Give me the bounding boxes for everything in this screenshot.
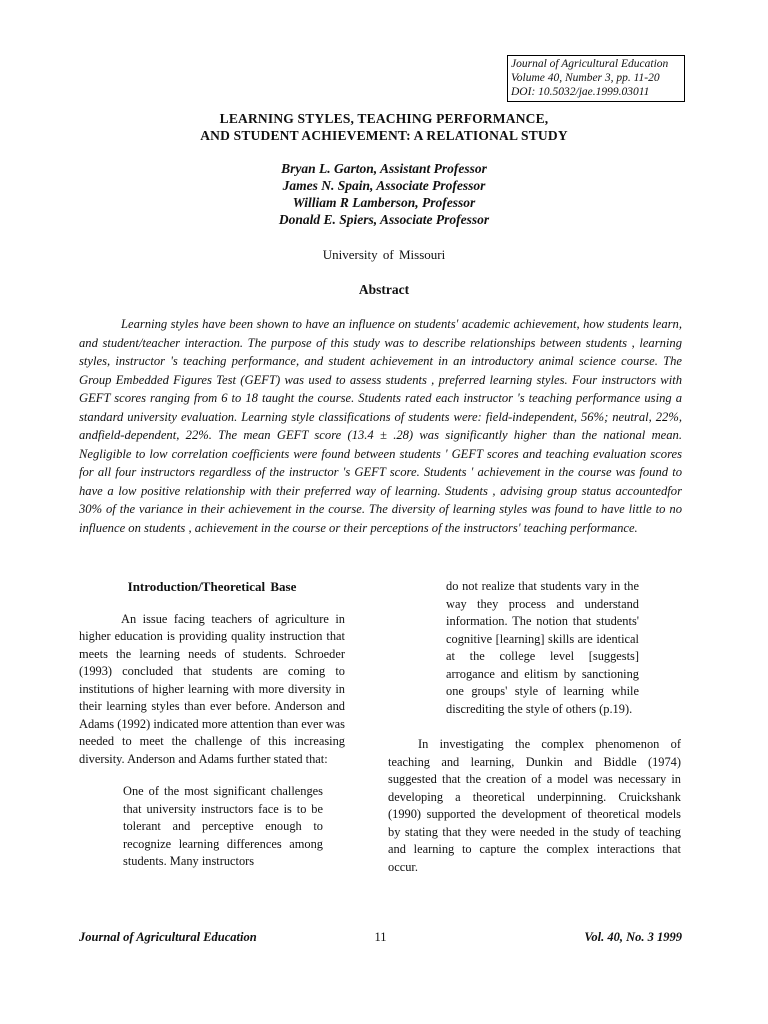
affiliation: University of Missouri: [322, 247, 446, 262]
citation-doi: DOI: 10.5032/jae.1999.03011: [511, 86, 650, 98]
paper-title: [0, 110, 768, 144]
left-column: [79, 578, 345, 871]
author-2: James N. Spain, Associate Professor: [282, 178, 486, 193]
right-column: [388, 578, 681, 876]
author-4: Donald E. Spiers, Associate Professor: [278, 212, 490, 227]
citation-box: [507, 55, 685, 102]
footer-journal: Journal of Agricultural Education: [79, 930, 257, 944]
citation-volume: Volume 40, Number 3, pp. 11-20: [511, 72, 660, 84]
author-3: William R Lamberson, Professor: [292, 195, 476, 210]
intro-paragraph: An issue facing teachers of agriculture in higher education is providing quality instruction that meets the learning needs of students. Schroeder (1993) concluded that students are coming to institutions of higher learning with more diversity in their learning styles than ever before. Anderson and Adams (1992) indicated more attention than ever was needed to meet the challenge of this increasing diversity. Anderson and Adams further stated that:: [79, 611, 345, 766]
author-list: [0, 160, 768, 228]
body-paragraph: In investigating the complex phenomenon of teaching and learning, Dunkin and Biddle (1974) suggested that the creation of a model was necessary in developing a theoretical underpinning. Cruickshank (1990) supported the development of theoretical models by stating that they were needed in the study of teaching and learning to capture the complex interactions that occur.: [388, 737, 681, 874]
abstract-heading: Abstract: [358, 282, 410, 297]
title-line-1: LEARNING STYLES, TEACHING PERFORMANCE,: [219, 111, 549, 126]
block-quote-start: One of the most significant challenges that university instructors face is to be tolerant and perceptive enough to recognize learning differences among students. Many instructors: [123, 784, 323, 868]
footer-issue: Vol. 40, No. 3 1999: [584, 930, 682, 944]
block-quote-continued: do not realize that students vary in the way they process and understand information. The notion that students' cognitive [learning] skills are identical at the college level [suggests] arrogance and elitism by sanctioning one groups' style of learning while discrediting the style of others (p.19).: [446, 579, 639, 716]
page-footer: [79, 930, 682, 948]
section-heading: Introduction/Theoretical Base: [127, 579, 297, 594]
footer-page-number: 11: [374, 930, 387, 944]
abstract-text: Learning styles have been shown to have an influence on students' academic achievement, how students learn, and student/teacher interaction. The purpose of this study was to describe relationships between students , learning styles, instructor 's teaching performance, and student achievement in an introductory animal science course. The Group Embedded Figures Test (GEFT) was used to assess students , preferred learning styles. Four instructors with GEFT scores ranging from 6 to 18 taught the course. Students rated each instructor 's teaching performance using a standard university evaluation. Learning style classifications of students were: field-independent, 56%; neutral, 22%, andfield-dependent, 22%. The mean GEFT score (13.4 ± .28) was significantly higher than the national mean. Negligible to low correlation coefficients were found between students ' GEFT scores and teaching evaluation scores for all four instructors regardless of the instructor 's GEFT score. Students ' achievement in the course was found to have a low positive relationship with their preferred way of learning. Students , advising group status accountedfor 30% of the variance in their achievement in the course. The diversity of learning styles was found to have little to no influence on students , achievement in the course or their perceptions of the instructors' teaching performance.: [79, 317, 682, 535]
citation-journal: Journal of Agricultural Education: [511, 58, 669, 70]
title-line-2: AND STUDENT ACHIEVEMENT: A RELATIONAL STUDY: [200, 128, 568, 143]
author-1: Bryan L. Garton, Assistant Professor: [281, 161, 487, 176]
